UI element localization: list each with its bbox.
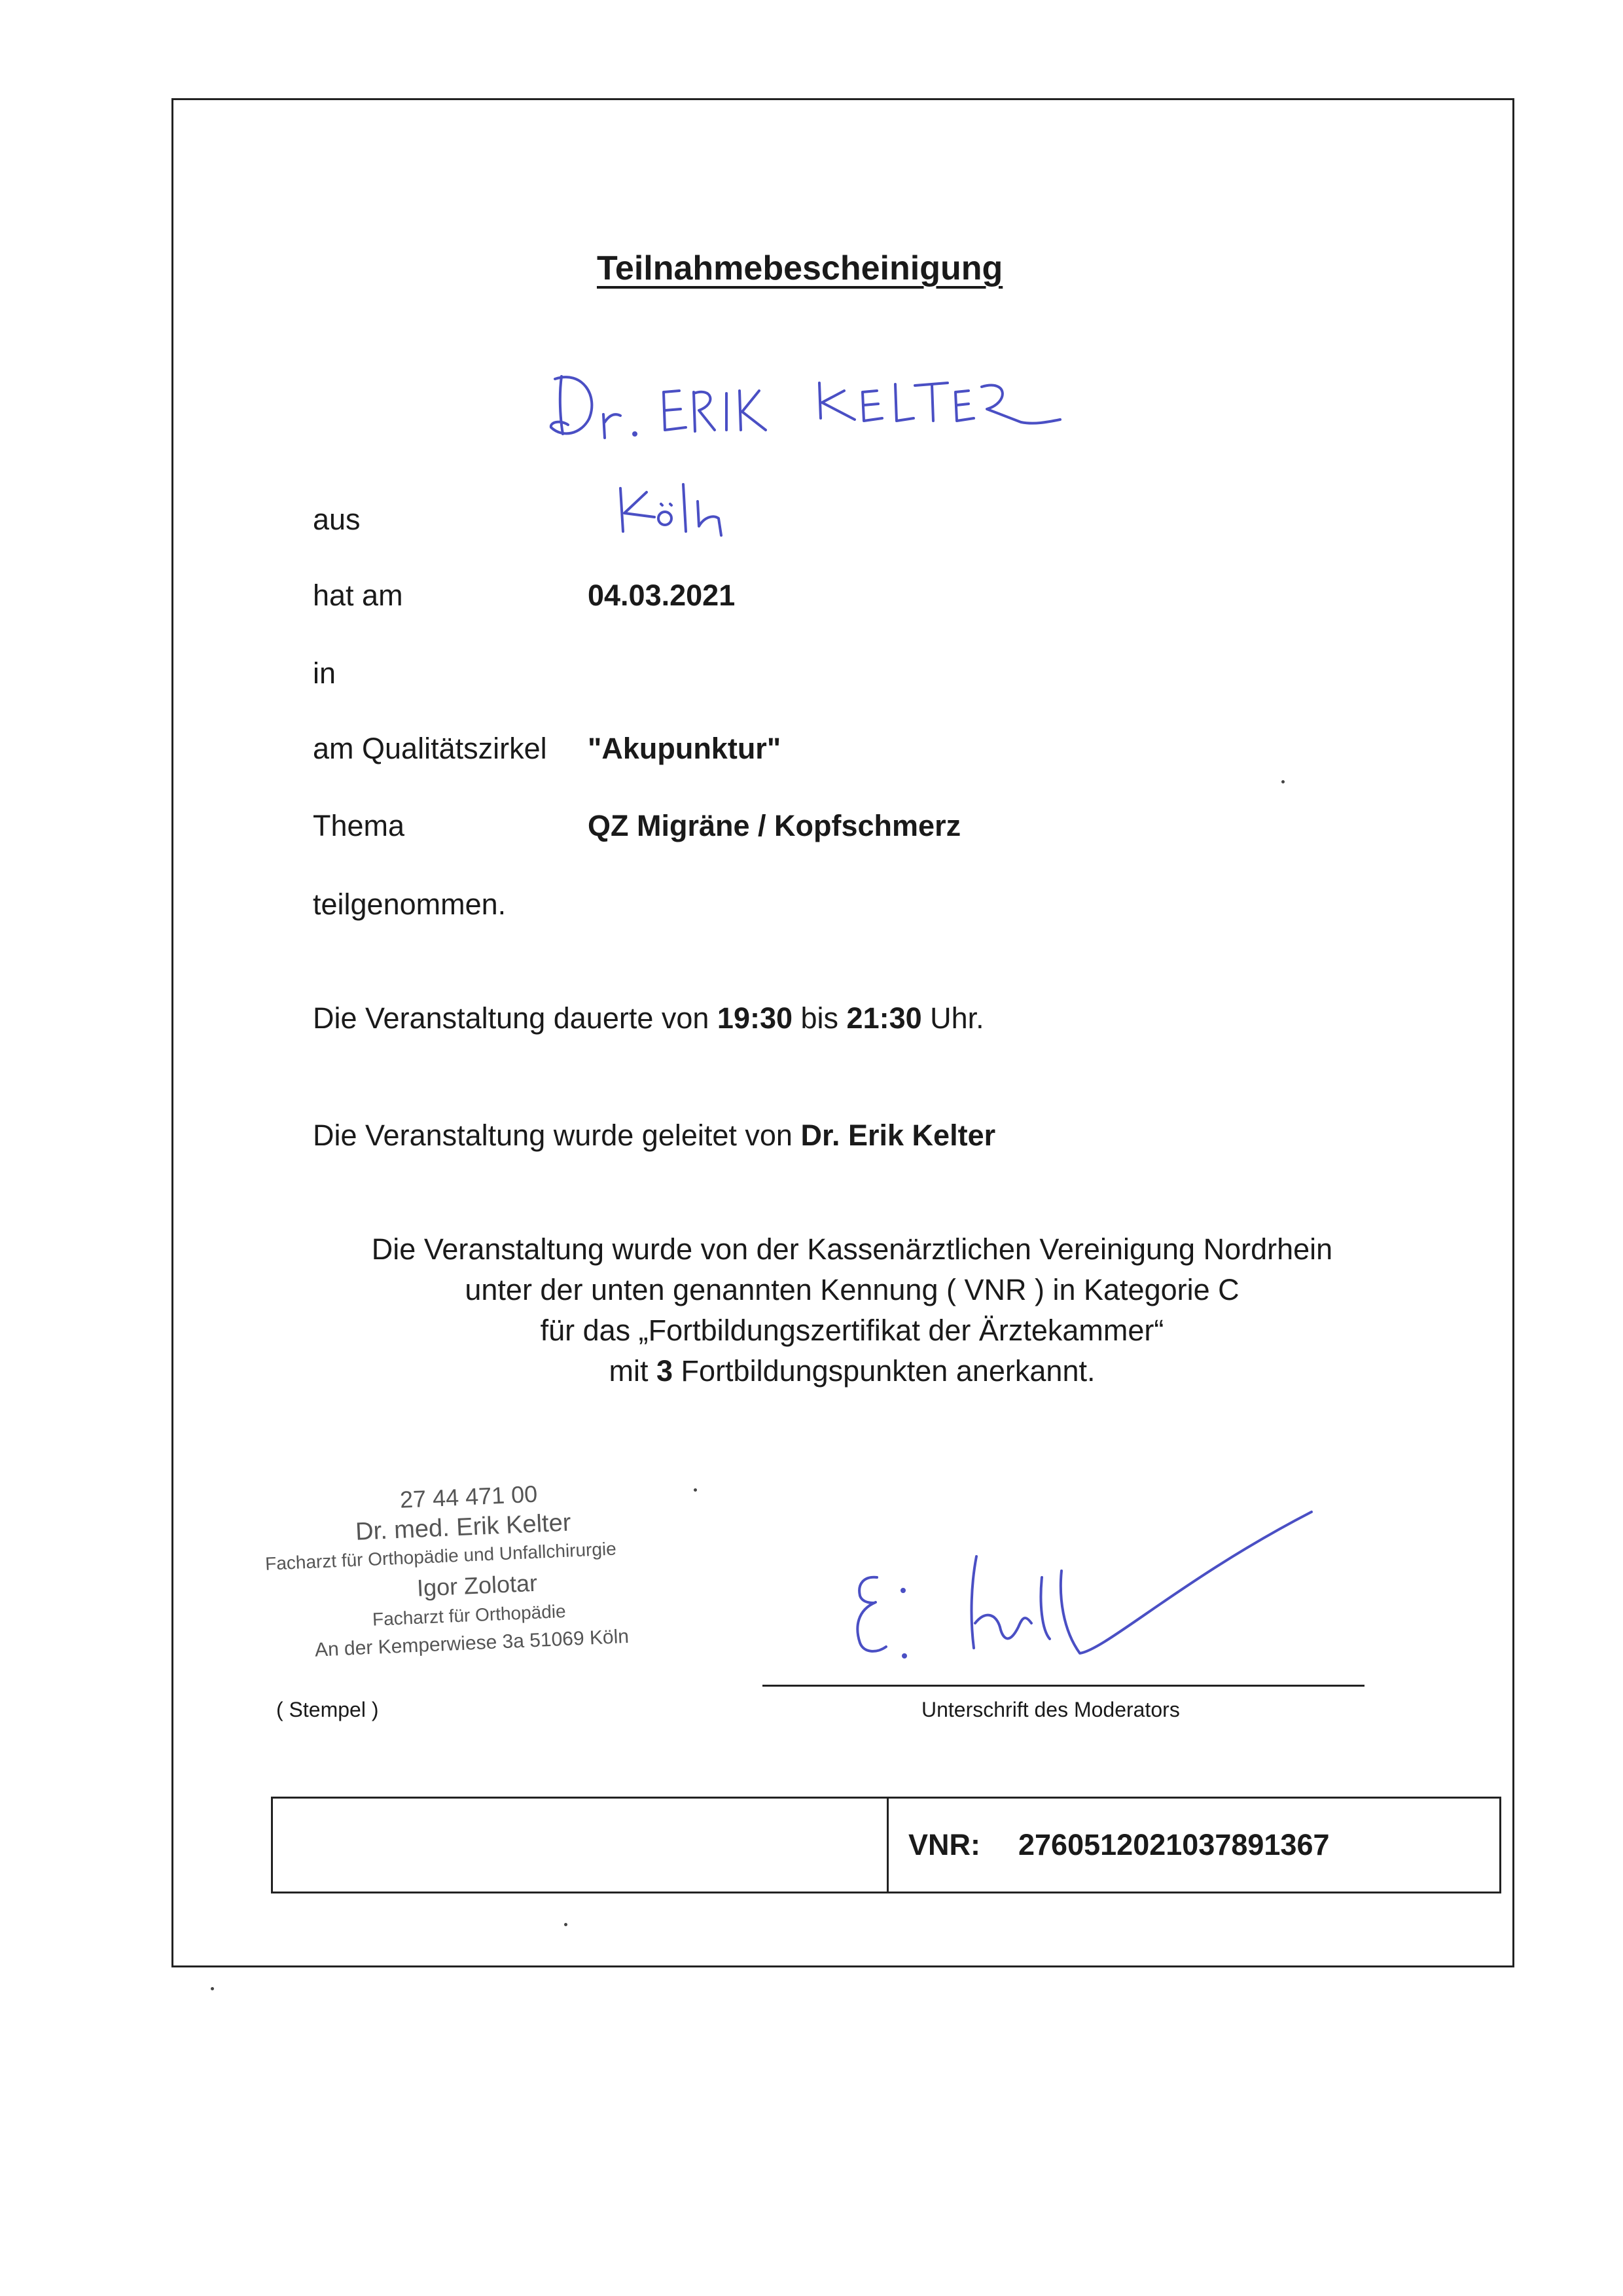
duration-start: 19:30: [717, 1001, 793, 1035]
field-label-in: in: [313, 656, 336, 690]
duration-prefix: Die Veranstaltung dauerte von: [313, 1001, 717, 1035]
vnr-box: [271, 1797, 1501, 1893]
duration-suffix: Uhr.: [921, 1001, 984, 1035]
vnr-number: 2760512021037891367: [1018, 1828, 1330, 1861]
field-value-date: 04.03.2021: [588, 579, 736, 612]
stamp-line-address: An der Kemperwiese 3a 51069 Köln: [314, 1625, 630, 1661]
recognition-line-3: für das „Fortbildungszertifikat der Ärztekammer“: [540, 1314, 1164, 1347]
field-label-topic: Thema: [313, 809, 405, 842]
signature-caption: Unterschrift des Moderators: [921, 1698, 1180, 1721]
stamp-line-doctor-2: Igor Zolotar: [416, 1569, 538, 1602]
handwritten-city: [609, 478, 759, 550]
scan-speck: [211, 1987, 214, 1990]
recognition-points: 3: [656, 1354, 673, 1388]
recognition-line-1: Die Veranstaltung wurde von der Kassenärztlichen Vereinigung Nordrhein: [371, 1232, 1333, 1266]
field-label-quality-circle: am Qualitätszirkel: [313, 732, 547, 765]
stamp-line-doctor: Dr. med. Erik Kelter: [355, 1509, 572, 1546]
handwritten-name: [537, 357, 1099, 448]
recognition-line-4: mit 3 Fortbildungspunkten anerkannt.: [609, 1354, 1096, 1388]
field-label-date: hat am: [313, 579, 403, 612]
led-by-sentence: [313, 1119, 995, 1153]
participated-text: teilgenommen.: [313, 888, 507, 921]
document-title: Teilnahmebescheinigung: [597, 249, 1003, 287]
stamp-line-specialty-2: Facharzt für Orthopädie: [372, 1600, 567, 1630]
duration-middle: bis: [793, 1001, 847, 1035]
stamp-line-specialty-1: Facharzt für Orthopädie und Unfallchirurgie: [264, 1538, 617, 1574]
field-value-topic: QZ Migräne / Kopfschmerz: [588, 809, 961, 842]
led-by-name: Dr. Erik Kelter: [800, 1119, 996, 1152]
duration-end: 21:30: [846, 1001, 922, 1035]
recognition-paragraph: [171, 1229, 1533, 1391]
stamp-caption: ( Stempel ): [276, 1698, 379, 1721]
scan-speck: [564, 1923, 567, 1926]
field-label-aus: aus: [313, 503, 361, 536]
moderator-signature: [831, 1499, 1355, 1682]
stamp-line-phone: 27 44 471 00: [399, 1480, 539, 1513]
vnr-box-empty-cell: [273, 1799, 889, 1892]
scan-speck: [1281, 780, 1285, 783]
field-value-quality-circle: "Akupunktur": [588, 732, 781, 765]
vnr-cell: [889, 1799, 1499, 1892]
vnr-label: VNR:: [908, 1828, 980, 1861]
scan-speck: [694, 1488, 697, 1492]
practice-stamp: [262, 1467, 702, 1682]
signature-line: [762, 1685, 1364, 1687]
duration-sentence: [313, 1001, 984, 1035]
led-by-prefix: Die Veranstaltung wurde geleitet von: [313, 1119, 801, 1152]
recognition-line-2: unter der unten genannten Kennung ( VNR ) in Kategorie C: [465, 1273, 1240, 1306]
